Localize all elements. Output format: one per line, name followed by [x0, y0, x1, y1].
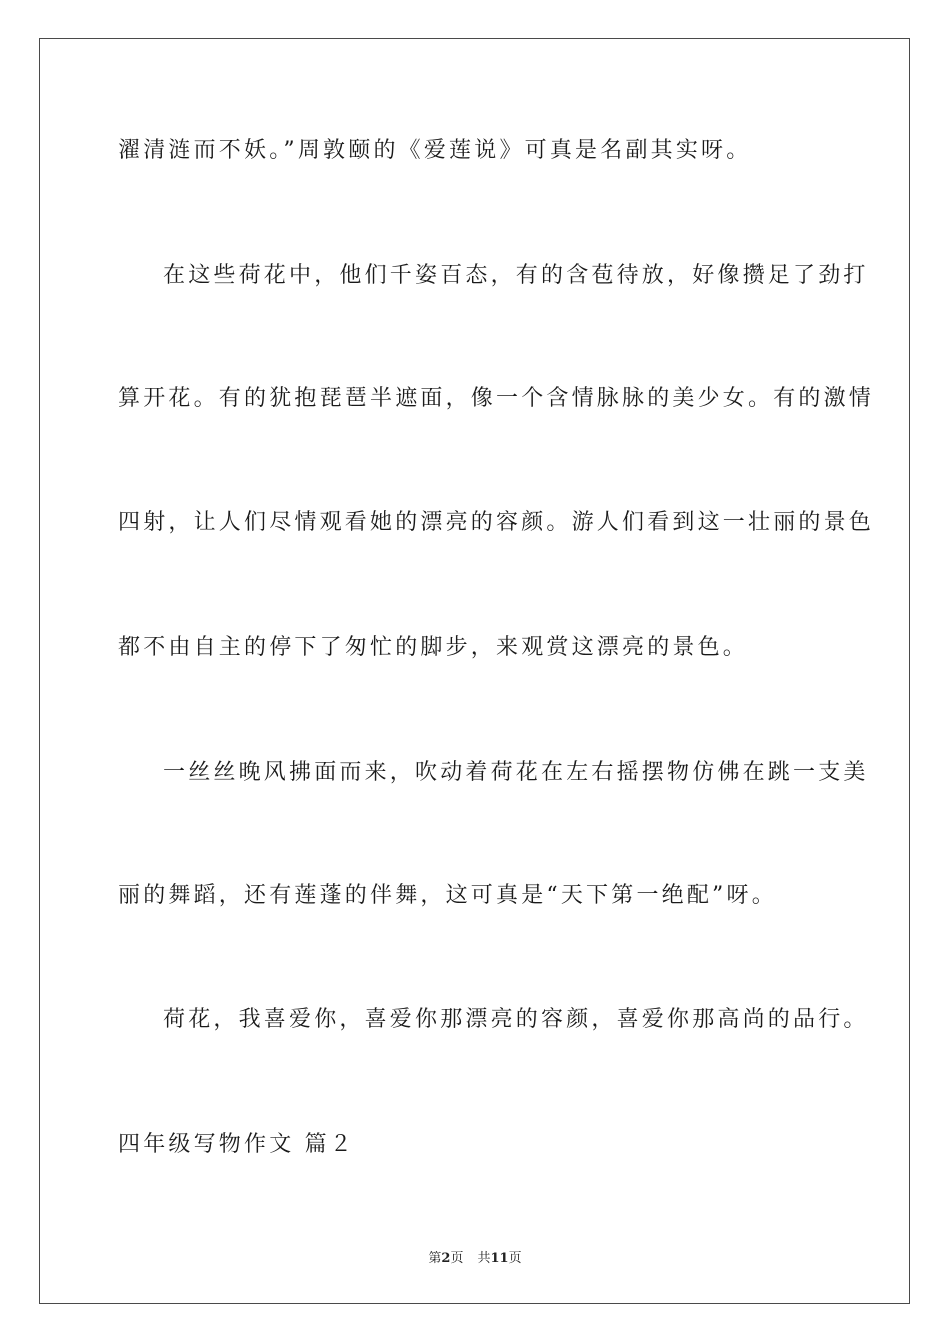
- footer-page-prefix: 第: [428, 1251, 442, 1266]
- page-frame: [39, 38, 910, 1304]
- text-line-6: 一丝丝晚风拂面而来，吹动着荷花在左右摇摆物仿佛在跳一支美: [163, 760, 869, 785]
- text-line-4: 四射，让人们尽情观看她的漂亮的容颜。游人们看到这一壮丽的景色: [118, 510, 875, 535]
- text-line-5: 都不由自主的停下了匆忙的脚步，来观赏这漂亮的景色。: [118, 635, 749, 660]
- footer-page-suffix: 页: [450, 1251, 464, 1266]
- section-heading: 四年级写物作文 篇２: [118, 1132, 355, 1157]
- text-line-3: 算开花。有的犹抱琵琶半遮面，像一个含情脉脉的美少女。有的激情: [118, 386, 875, 411]
- text-line-2: 在这些荷花中，他们千姿百态，有的含苞待放，好像攒足了劲打: [163, 263, 869, 288]
- page-footer: [0, 1247, 950, 1266]
- footer-total-pages: 11: [490, 1251, 509, 1266]
- footer-page-number: 2: [441, 1251, 451, 1266]
- text-line-8: 荷花，我喜爱你，喜爱你那漂亮的容颜，喜爱你那高尚的品行。: [163, 1007, 869, 1032]
- text-line-1: 濯清涟而不妖。”周敦颐的《爱莲说》可真是名副其实呀。: [118, 138, 752, 163]
- footer-total-suffix: 页: [508, 1251, 522, 1266]
- footer-total-prefix: 共: [477, 1251, 491, 1266]
- text-line-7: 丽的舞蹈，还有莲蓬的伴舞，这可真是“天下第一绝配”呀。: [118, 883, 777, 908]
